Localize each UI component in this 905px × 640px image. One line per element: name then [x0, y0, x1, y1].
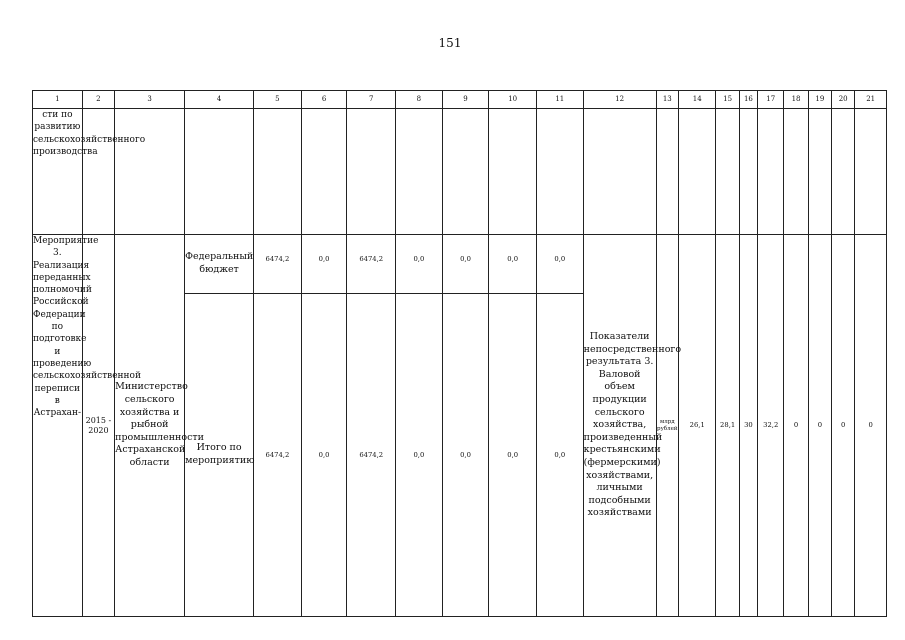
header-cell: 21 [855, 91, 887, 109]
indicator-text: Показатели непосредственного результата 3. Валовой объем продукции сельского хозяйства, произведенный крестьянскими (фермерскими) хозяйствами, личными подсобными хозяйствами [583, 235, 656, 617]
header-cell: 2 [82, 91, 114, 109]
header-cell: 20 [832, 91, 855, 109]
value-cell: 0,0 [396, 235, 443, 294]
header-cell: 1 [33, 91, 83, 109]
indicator-value: 0 [832, 235, 855, 617]
value-cell: 6474,2 [254, 235, 302, 294]
indicator-value: 0 [808, 235, 831, 617]
value-cell: 6474,2 [347, 235, 396, 294]
value-cell: 0,0 [442, 294, 489, 617]
header-cell: 12 [583, 91, 656, 109]
header-cell: 10 [489, 91, 537, 109]
value-cell: 0,0 [536, 294, 583, 617]
header-cell: 13 [656, 91, 678, 109]
indicator-value: 30 [739, 235, 757, 617]
header-cell: 4 [185, 91, 254, 109]
value-cell: 6474,2 [254, 294, 302, 617]
value-cell: 0,0 [536, 235, 583, 294]
indicator-value: 0 [784, 235, 808, 617]
indicator-value: 32,2 [758, 235, 784, 617]
header-cell: 5 [254, 91, 302, 109]
executor: Министерство сельского хозяйства и рыбной промышленности Астраханской области [115, 235, 185, 617]
value-cell: 0,0 [442, 235, 489, 294]
header-cell: 9 [442, 91, 489, 109]
indicator-value: 26,1 [678, 235, 716, 617]
header-cell: 15 [716, 91, 739, 109]
value-cell: 0,0 [301, 235, 347, 294]
header-cell: 3 [115, 91, 185, 109]
header-cell: 19 [808, 91, 831, 109]
header-cell: 11 [536, 91, 583, 109]
measure-name: Мероприятие 3. Реализация переданных полномочий Российской Федерации по подготовке и проведению сельскохозяйственной переписи в Астрахан- [33, 235, 83, 617]
indicator-value: 28,1 [716, 235, 739, 617]
header-cell: 7 [347, 91, 396, 109]
value-cell: 0,0 [301, 294, 347, 617]
value-cell: 0,0 [489, 294, 537, 617]
indicator-unit: млрд рублей [656, 235, 678, 617]
source-federal: Федеральный бюджет [185, 235, 254, 294]
period: 2015 - 2020 [82, 235, 114, 617]
header-cell: 17 [758, 91, 784, 109]
header-cell: 18 [784, 91, 808, 109]
program-table [32, 90, 887, 617]
continued-row [33, 109, 887, 235]
header-cell: 8 [396, 91, 443, 109]
federal-budget-row [33, 235, 887, 294]
header-row [33, 91, 887, 109]
source-total: Итого по мероприятию [185, 294, 254, 617]
continued-text: сти по развитию сельскохозяйственного производства [33, 109, 83, 235]
value-cell: 0,0 [396, 294, 443, 617]
indicator-value: 0 [855, 235, 887, 617]
header-cell: 16 [739, 91, 757, 109]
header-cell: 14 [678, 91, 716, 109]
value-cell: 6474,2 [347, 294, 396, 617]
value-cell: 0,0 [489, 235, 537, 294]
header-cell: 6 [301, 91, 347, 109]
page-number: 151 [438, 36, 462, 50]
